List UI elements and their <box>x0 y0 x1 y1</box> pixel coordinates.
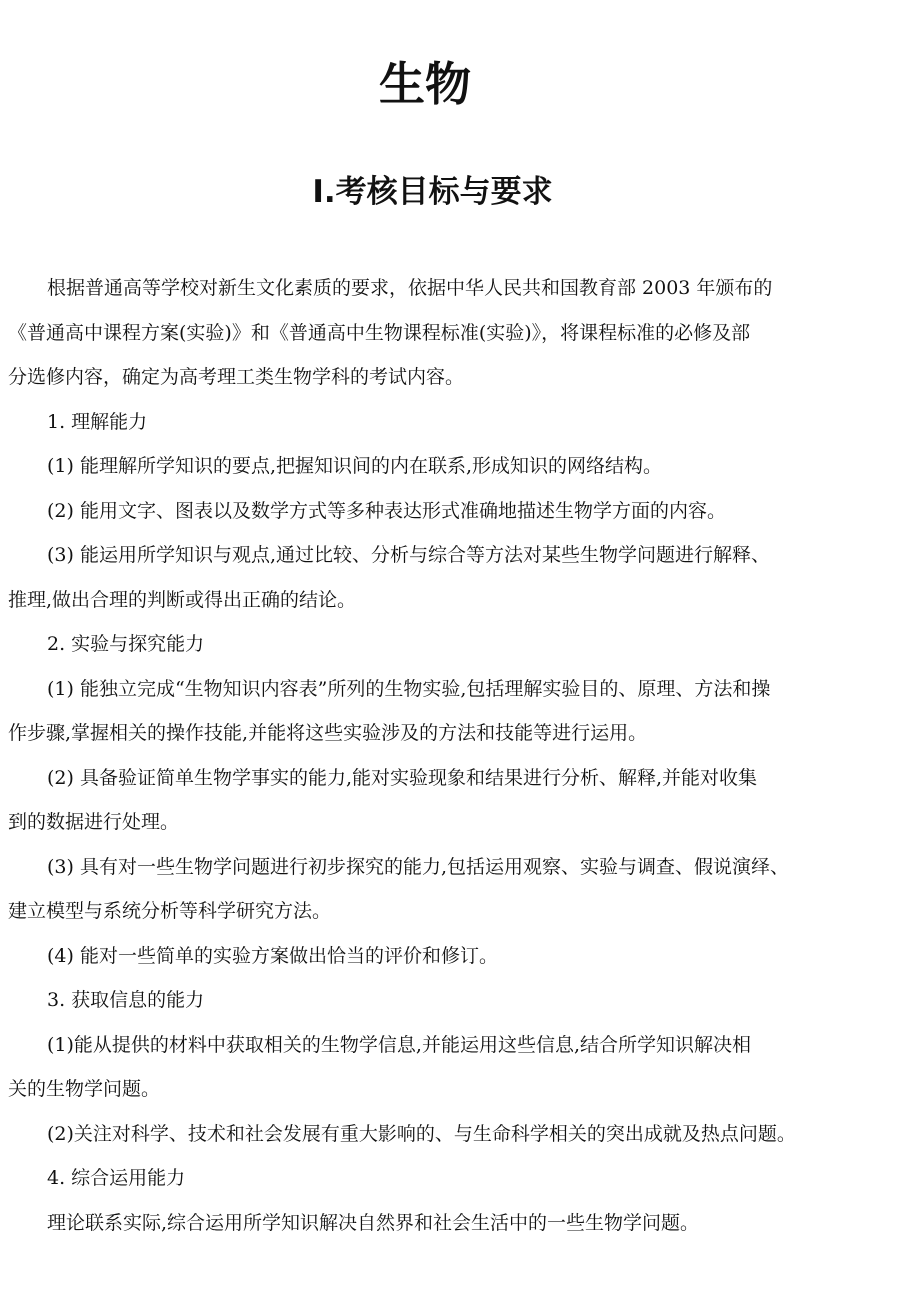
item-line: (3) 能运用所学知识与观点,通过比较、分析与综合等方法对某些生物学问题进行解释、 <box>47 544 770 566</box>
understanding-item-1: (1) 能理解所学知识的要点,把握知识间的内在联系,形成知识的网络结构。 <box>47 455 663 477</box>
intro-line: 《普通高中课程方案(实验)》和《普通高中生物课程标准(实验)》，将课程标准的必修及部 <box>8 321 751 344</box>
experiment-item-3 <box>8 845 863 934</box>
item-line: 作步骤,掌握相关的操作技能,并能将这些实验涉及的方法和技能等进行运用。 <box>8 722 648 744</box>
item-line: (3) 具有对一些生物学问题进行初步探究的能力,包括运用观察、实验与调查、假说演绎、 <box>47 855 789 878</box>
experiment-item-2 <box>8 756 863 845</box>
item-line: 关的生物学问题。 <box>8 1078 161 1100</box>
information-item-2: (2)关注对科学、技术和社会发展有重大影响的、与生命科学相关的突出成就及热点问题。 <box>47 1122 796 1145</box>
intro-line: 根据普通高等学校对新生文化素质的要求，依据中华人民共和国教育部 2003 年颁布的 <box>47 277 773 299</box>
comprehensive-item-1: 理论联系实际,综合运用所学知识解决自然界和社会生活中的一些生物学问题。 <box>47 1211 700 1234</box>
intro-paragraph <box>8 266 863 400</box>
item-line: 建立模型与系统分析等科学研究方法。 <box>8 900 332 922</box>
item-line: (2) 具备验证简单生物学事实的能力,能对实验现象和结果进行分析、解释,并能对收集 <box>47 766 758 789</box>
experiment-item-1 <box>8 667 863 756</box>
heading-information: 3. 获取信息的能力 <box>47 989 205 1011</box>
heading-experiment: 2. 实验与探究能力 <box>47 633 205 655</box>
intro-line: 分选修内容，确定为高考理工类生物学科的考试内容。 <box>8 366 465 388</box>
page-title: 生物 <box>379 57 471 111</box>
section-title: Ⅰ.考核目标与要求 <box>312 174 553 210</box>
heading-understanding: 1. 理解能力 <box>47 410 148 433</box>
heading-comprehensive: 4. 综合运用能力 <box>47 1167 186 1189</box>
understanding-item-2: (2) 能用文字、图表以及数学方式等多种表达形式准确地描述生物学方面的内容。 <box>47 499 726 522</box>
item-line: 到的数据进行处理。 <box>8 811 180 833</box>
understanding-item-3 <box>8 533 863 622</box>
document-body <box>8 266 863 1245</box>
item-line: 推理,做出合理的判断或得出正确的结论。 <box>8 588 357 611</box>
item-line: (1)能从提供的材料中获取相关的生物学信息,并能运用这些信息,结合所学知识解决相 <box>47 1033 751 1056</box>
experiment-item-4: (4) 能对一些简单的实验方案做出恰当的评价和修订。 <box>47 944 498 967</box>
information-item-1 <box>8 1023 863 1112</box>
item-line: (1) 能独立完成“生物知识内容表”所列的生物实验,包括理解实验目的、原理、方法和操 <box>47 677 771 700</box>
